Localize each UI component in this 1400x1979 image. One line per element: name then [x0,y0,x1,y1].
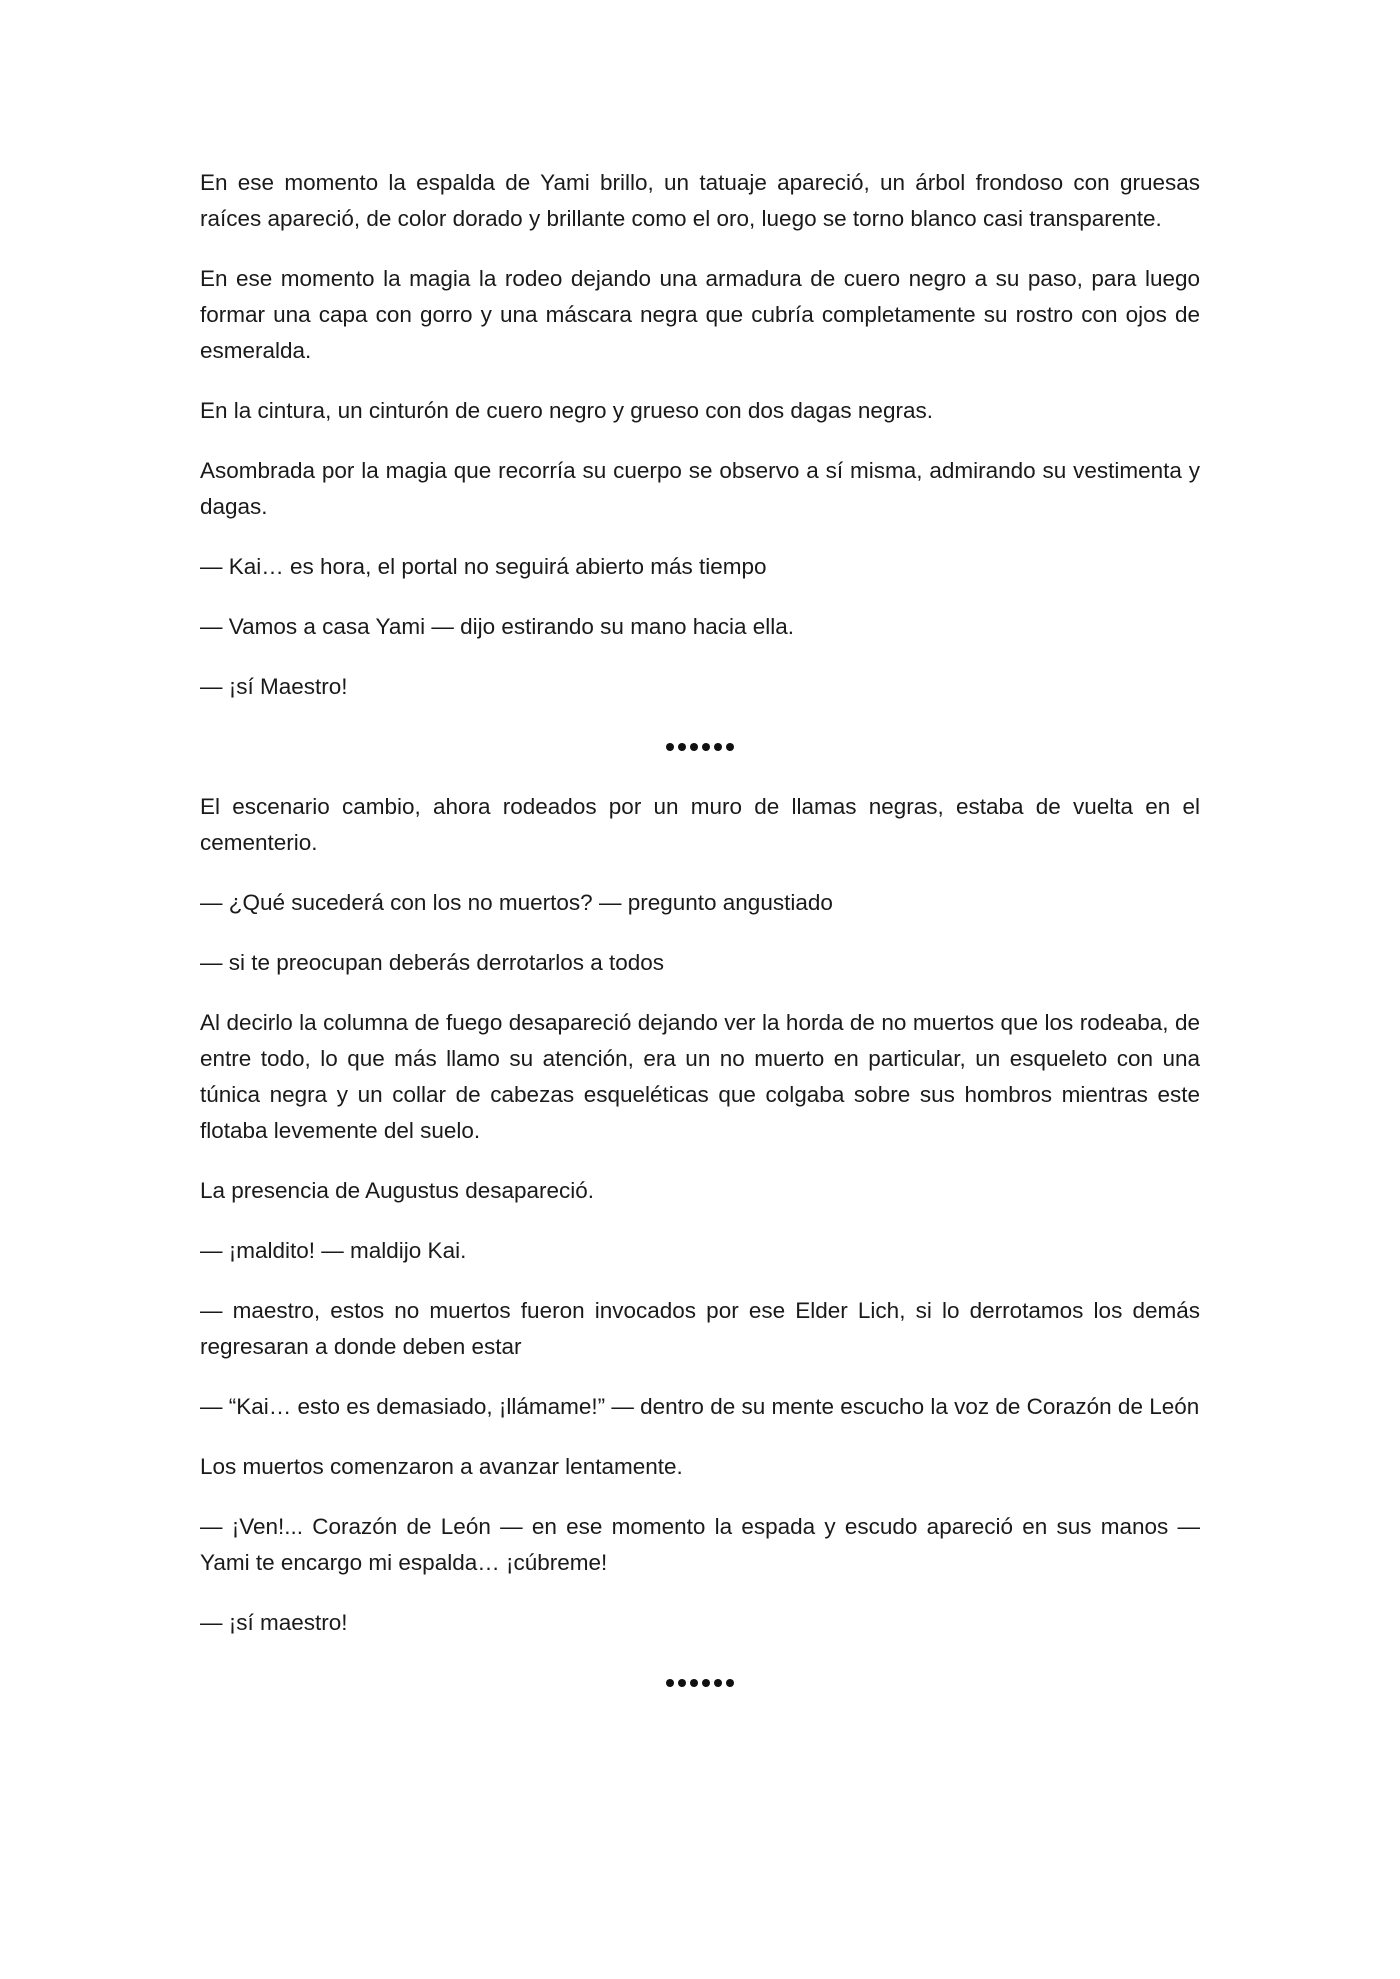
separator-dot [726,743,734,751]
separator-dot [678,743,686,751]
paragraph: Asombrada por la magia que recorría su cuerpo se observo a sí misma, admirando su vestimenta y dagas. [200,458,1200,519]
separator-dot [702,743,710,751]
dialogue-line: — ¡Ven!... Corazón de León — en ese momento la espada y escudo apareció en sus manos — Yami te encargo mi espalda… ¡cúbreme! [200,1514,1200,1575]
separator-dot [714,743,722,751]
paragraph: Los muertos comenzaron a avanzar lentamente. [200,1454,683,1479]
dialogue-line: — Vamos a casa Yami — dijo estirando su mano hacia ella. [200,614,795,639]
paragraph: Al decirlo la columna de fuego desapareció dejando ver la horda de no muertos que los rodeaba, de entre todo, lo que más llamo su atención, era un no muerto en particular, un esqueleto con una túnica negra y un collar de cabezas esqueléticas que colgaba sobre sus hombros mientras este flotaba levemente del suelo. [200,1010,1200,1143]
scene-separator [200,729,1200,765]
paragraph: La presencia de Augustus desapareció. [200,1178,595,1203]
separator-dot [690,1679,698,1687]
dialogue-line: — ¡sí maestro! [200,1610,348,1635]
dialogue-line: — ¡maldito! — maldijo Kai. [200,1238,467,1263]
scene-separator [200,1665,1200,1701]
separator-dot [702,1679,710,1687]
dialogue-line: — maestro, estos no muertos fueron invocados por ese Elder Lich, si lo derrotamos los demás regresaran a donde deben estar [200,1298,1200,1359]
dialogue-line: — ¿Qué sucederá con los no muertos? — pregunto angustiado [200,890,833,915]
separator-dot [666,743,674,751]
paragraph: El escenario cambio, ahora rodeados por un muro de llamas negras, estaba de vuelta en el cementerio. [200,794,1200,855]
dialogue-line: — ¡sí Maestro! [200,674,348,699]
paragraph: En ese momento la espalda de Yami brillo, un tatuaje apareció, un árbol frondoso con gruesas raíces apareció, de color dorado y brillante como el oro, luego se torno blanco casi transparente. [200,170,1200,231]
paragraph: En la cintura, un cinturón de cuero negro y grueso con dos dagas negras. [200,398,933,423]
document-body [200,165,1200,1725]
separator-dot [714,1679,722,1687]
separator-dot [678,1679,686,1687]
dialogue-line: — Kai… es hora, el portal no seguirá abierto más tiempo [200,554,767,579]
separator-dot [666,1679,674,1687]
separator-dot [690,743,698,751]
dialogue-line: — si te preocupan deberás derrotarlos a todos [200,950,665,975]
separator-dot [726,1679,734,1687]
paragraph: En ese momento la magia la rodeo dejando una armadura de cuero negro a su paso, para luego formar una capa con gorro y una máscara negra que cubría completamente su rostro con ojos de esmeralda. [200,266,1200,363]
dialogue-line: — “Kai… esto es demasiado, ¡llámame!” — dentro de su mente escucho la voz de Corazón de León [200,1394,1200,1419]
